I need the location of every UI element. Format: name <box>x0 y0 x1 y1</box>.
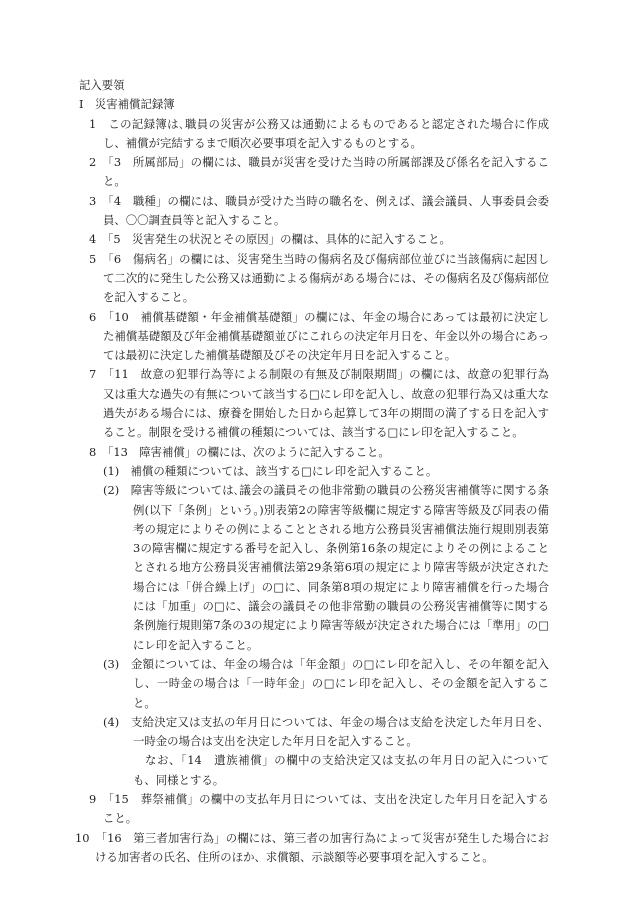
list-item: 7 「11 故意の犯罪行為等による制限の有無及び制限期間」の欄には、故意の犯罪行為又は重大な過失の有無について該当する□にレ印を記入し、故意の犯罪行為又は重大な過失がある場合には、療養を開始した日から起算して3年の期間の満了する日を記入すること。制限を受ける補償の種類については、該当する□にレ印を記入すること。 <box>89 367 549 440</box>
document-body <box>75 76 549 867</box>
sub-list-item: (3) 金額については、年金の場合は「年金額」の□にレ印を記入し、その年額を記入し、一時金の場合は「一時年金」の□にレ印を記入し、その金額を記入すること。 <box>103 656 549 710</box>
sub-list-item: (1) 補償の種類については、該当する□にレ印を記入すること。 <box>103 463 438 478</box>
list-item: 3 「4 職種」の欄には、職員が受けた当時の職名を、例えば、議会議員、人事委員会委員、〇〇調査員等と記入すること。 <box>89 193 549 228</box>
list-item: 2 「3 所属部局」の欄には、職員が災害を受けた当時の所属部課及び係名を記入すること。 <box>89 155 549 189</box>
section-heading: I 災害補償記録簿 <box>79 97 175 112</box>
list-item: 9 「15 葬祭補償」の欄中の支払年月日については、支出を決定した年月日を記入すること。 <box>89 791 549 826</box>
list-item: 5 「6 傷病名」の欄には、災害発生当時の傷病名及び傷病部位並びに当該傷病に起因して二次的に発生した公務又は通勤による傷病がある場合には、その傷病名及び傷病部位を記入すること。 <box>89 251 549 305</box>
list-item: 6 「10 補償基礎額・年金補償基礎額」の欄には、年金の場合にあっては最初に決定した補償基礎額及び年金補償基礎額並びにこれらの決定年月日を、年金以外の場合にあっては最初に決定した補償基礎額及びその決定年月日を記入すること。 <box>89 309 549 363</box>
list-item: 8 「13 障害補償」の欄には、次のように記入すること。 <box>89 444 390 459</box>
list-item: 4 「5 災害発生の状況とその原因」の欄は、具体的に記入すること。 <box>89 232 451 247</box>
sub-note: なお、「14 遺族補償」の欄中の支給決定又は支払の年月日の記入についても、同様とする。 <box>133 753 549 787</box>
list-item: 1 この記録簿は､職員の災害が公務又は通勤によるものであると認定された場合に作成し、補償が完結するまで順次必要事項を記入するものとする。 <box>89 116 549 150</box>
list-item: 10 「16 第三者加害行為」の欄には、第三者の加害行為によって災害が発生した場合における加害者の氏名、住所のほか、求償額、示談額等必要事項を記入すること。 <box>75 830 549 864</box>
sub-list-item: (4) 支給決定又は支払の年月日については、年金の場合は支給を決定した年月日を、一時金の場合は支出を決定した年月日を記入すること。 <box>103 714 549 749</box>
document-title: 記入要領 <box>79 78 125 92</box>
sub-list-item: (2) 障害等級については､議会の議員その他非常勤の職員の公務災害補償等に関する条例(以下「条例」という。)別表第2の障害等級欄に規定する障害等級及び同表の備考の規定によりその例によることとされる地方公務員災害補償法施行規則別表第3の障害欄に規定する番号を記入し、条例第16条の規定によりその例によることとされる地方公務員災害補償法第29条第6項の規定により障害等級が決定された場合には「併合繰上げ」の□に、同条第8項の規定により障害補償を行った場合には「加重」の□に、議会の議員その他非常勤の職員の公務災害補償等に関する条例施行規則第7条の3の規定により障害等級が決定された場合には「準用」の□にレ印を記入すること。 <box>103 483 549 652</box>
